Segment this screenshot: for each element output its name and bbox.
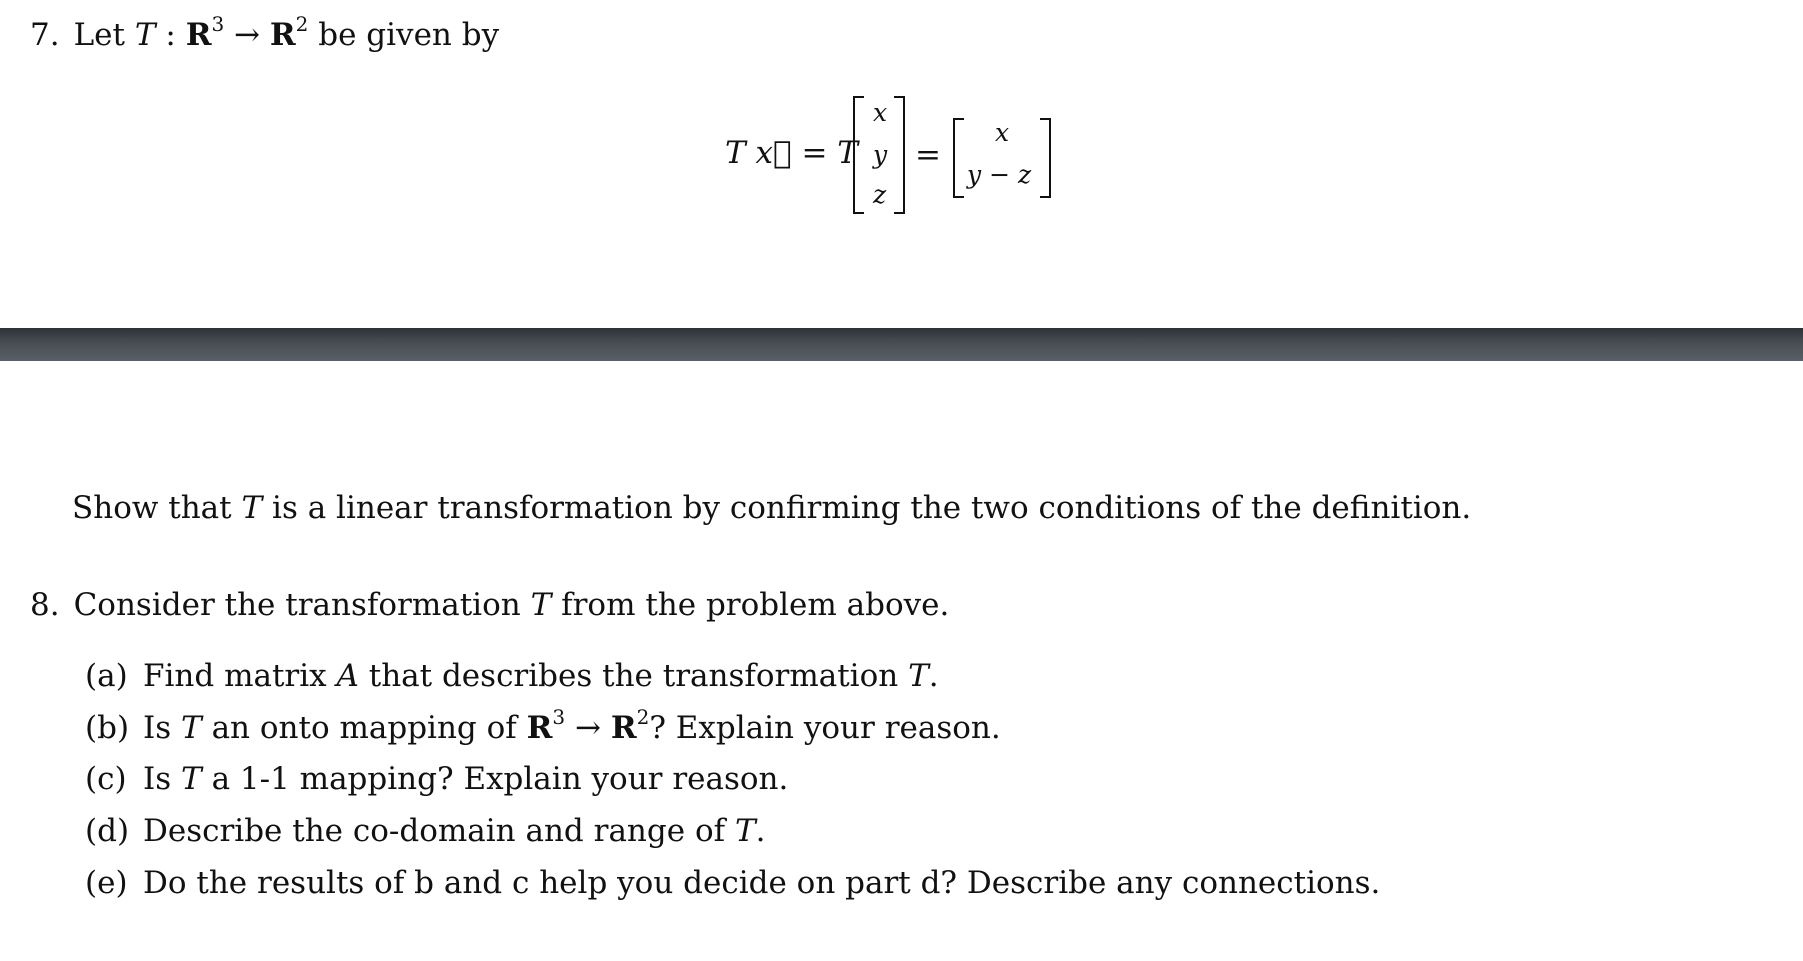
codomain-set: R (269, 17, 296, 53)
domain-exponent: 3 (211, 12, 225, 36)
part-c-end: a 1-1 mapping? Explain your reason. (211, 761, 789, 797)
equation-equals: = (915, 137, 941, 173)
problem-8-statement (30, 587, 950, 623)
part-a-middle: that describes the transformation (368, 658, 899, 694)
part-b-symbol-t: T (181, 710, 202, 746)
part-b-set-domain: R (526, 710, 553, 746)
problem-8-number: 8. (30, 587, 60, 623)
input-left-bracket (853, 96, 864, 214)
input-right-bracket (894, 96, 905, 214)
output-vector (953, 118, 1051, 198)
part-b-set-codomain: R (610, 710, 637, 746)
problem-7-map-symbol: T (134, 17, 156, 53)
problem-7-arrow: → (234, 17, 261, 53)
input-entry-y: y (873, 140, 888, 169)
output-entry-y-minus-z: y − z (967, 160, 1032, 189)
part-c (85, 761, 789, 797)
part-b-end: ? Explain your reason. (649, 710, 1001, 746)
problem-7-intro-tail: be given by (318, 17, 500, 53)
part-b-label: (b) (85, 710, 130, 746)
part-c-symbol-t: T (181, 761, 202, 797)
part-b (85, 705, 1001, 746)
part-b-arrow: → (574, 710, 601, 746)
part-a-before: Find matrix (143, 658, 327, 694)
input-vector (853, 96, 905, 214)
part-c-before: Is (143, 761, 172, 797)
part-e-label: (e) (85, 865, 128, 901)
part-d-label: (d) (85, 813, 130, 849)
part-a-end: . (928, 658, 939, 694)
part-a-symbol-a: A (336, 658, 359, 694)
problem-7-instruction (72, 490, 1472, 526)
part-d (85, 813, 766, 849)
input-entry-x: x (873, 98, 888, 127)
part-a-label: (a) (85, 658, 128, 694)
part-b-middle: an onto mapping of (211, 710, 517, 746)
domain-set: R (185, 17, 212, 53)
output-left-bracket (953, 118, 964, 198)
section-divider (0, 328, 1803, 361)
equation-lhs: T x⃗ = T (725, 135, 858, 171)
part-d-symbol-t: T (734, 813, 756, 849)
part-c-label: (c) (85, 761, 127, 797)
part-a-symbol-t: T (908, 658, 929, 694)
part-b-before: Is (143, 710, 172, 746)
transformation-equation (725, 86, 1075, 226)
output-right-bracket (1040, 118, 1051, 198)
part-a (85, 658, 939, 694)
part-e (85, 865, 1381, 901)
problem-7-intro-lead: Let (73, 17, 125, 53)
problem-8-symbol: T (530, 587, 552, 623)
problem-7-colon: : (165, 17, 176, 53)
part-e-text: Do the results of b and c help you decide on part d? Describe any connections. (143, 865, 1381, 901)
problem-8-before: Consider the transformation (73, 587, 521, 623)
output-entry-x: x (995, 118, 1010, 147)
part-d-end: . (755, 813, 766, 849)
part-d-before: Describe the co-domain and range of (143, 813, 726, 849)
part-b-exp-codomain: 2 (636, 705, 650, 729)
problem-8-after: from the problem above. (561, 587, 950, 623)
codomain-exponent: 2 (295, 12, 309, 36)
instruction-after: is a linear transformation by confirming the two conditions of the definition. (272, 490, 1472, 526)
part-b-exp-domain: 3 (552, 705, 566, 729)
instruction-symbol: T (241, 490, 263, 526)
problem-7-number: 7. (30, 17, 60, 53)
problem-7-statement (30, 12, 500, 53)
input-entry-z: z (873, 180, 887, 209)
instruction-before: Show that (72, 490, 232, 526)
